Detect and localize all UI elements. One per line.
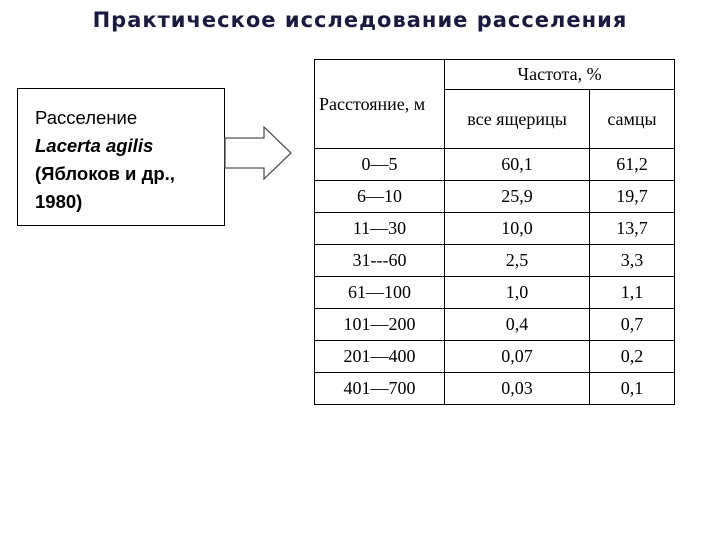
- table-row: [315, 309, 675, 341]
- cell-distance: 6—10: [315, 181, 445, 213]
- header-frequency: Частота, %: [445, 60, 675, 90]
- cell-all-lizards: 0,07: [445, 341, 590, 373]
- cell-all-lizards: 1,0: [445, 277, 590, 309]
- header-all-lizards: все ящерицы: [445, 90, 590, 149]
- cell-all-lizards: 0,03: [445, 373, 590, 405]
- cell-males: 0,7: [590, 309, 675, 341]
- species-name: Lacerta agilis: [35, 135, 154, 156]
- header-distance: Расстояние, м: [315, 60, 445, 149]
- cell-distance: 31---60: [315, 245, 445, 277]
- cell-distance: 0—5: [315, 149, 445, 181]
- cell-all-lizards: 25,9: [445, 181, 590, 213]
- cell-distance: 201—400: [315, 341, 445, 373]
- callout-text: [35, 104, 225, 216]
- cell-males: 19,7: [590, 181, 675, 213]
- header-males: самцы: [590, 90, 675, 149]
- cell-all-lizards: 2,5: [445, 245, 590, 277]
- dispersal-table: [314, 59, 675, 405]
- cell-distance: 101—200: [315, 309, 445, 341]
- callout-line-1: Расселение: [35, 107, 138, 128]
- table-row: [315, 277, 675, 309]
- table-row: [315, 341, 675, 373]
- right-arrow-icon: [224, 126, 294, 180]
- cell-distance: 401—700: [315, 373, 445, 405]
- table-row: [315, 213, 675, 245]
- cell-all-lizards: 10,0: [445, 213, 590, 245]
- callout-line-4: 1980): [35, 191, 83, 212]
- cell-males: 0,2: [590, 341, 675, 373]
- cell-all-lizards: 0,4: [445, 309, 590, 341]
- callout-box: [17, 88, 225, 226]
- cell-males: 61,2: [590, 149, 675, 181]
- table-row: [315, 149, 675, 181]
- page-title: Практическое исследование расселения: [92, 8, 628, 32]
- cell-males: 0,1: [590, 373, 675, 405]
- table-row: [315, 245, 675, 277]
- cell-distance: 11—30: [315, 213, 445, 245]
- table-header-row: [315, 60, 675, 90]
- cell-males: 13,7: [590, 213, 675, 245]
- cell-males: 3,3: [590, 245, 675, 277]
- cell-all-lizards: 60,1: [445, 149, 590, 181]
- table-row: [315, 373, 675, 405]
- callout-line-3: (Яблоков и др.,: [35, 163, 175, 184]
- cell-males: 1,1: [590, 277, 675, 309]
- table-row: [315, 181, 675, 213]
- cell-distance: 61—100: [315, 277, 445, 309]
